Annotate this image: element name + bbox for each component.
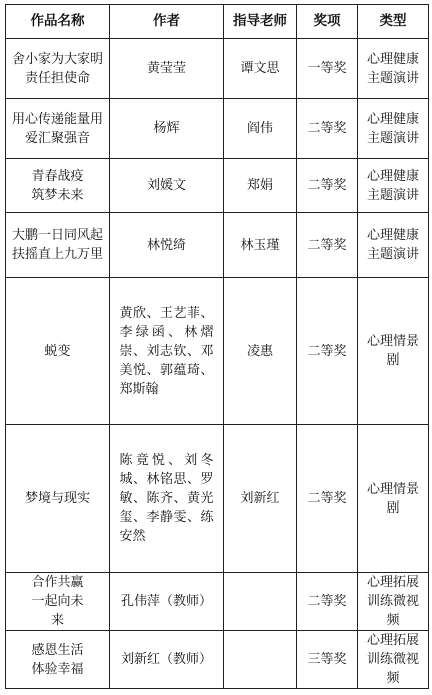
table-row: [6, 99, 429, 159]
cell-author: 刘新红（教师）: [110, 631, 224, 689]
cell-teacher: 谭文思: [224, 39, 297, 99]
cell-author: 林悦绮: [110, 213, 224, 278]
cell-type: 心理拓展训练微视频: [358, 573, 429, 631]
header-author: 作者: [110, 5, 224, 39]
cell-award: 二等奖: [297, 278, 358, 425]
cell-title: 蜕变: [6, 278, 110, 425]
cell-type: 心理健康主题演讲: [358, 39, 429, 99]
cell-award: 二等奖: [297, 99, 358, 159]
cell-author: 杨辉: [110, 99, 224, 159]
table-row: [6, 278, 429, 425]
cell-teacher: 林玉瑾: [224, 213, 297, 278]
cell-title: 用心传递能量用爱汇聚强音: [6, 99, 110, 159]
table-row: [6, 213, 429, 278]
cell-author: 刘媛文: [110, 159, 224, 213]
table-row: [6, 631, 429, 689]
cell-teacher: 阎伟: [224, 99, 297, 159]
header-type: 类型: [358, 5, 429, 39]
cell-award: 二等奖: [297, 573, 358, 631]
table-row: [6, 425, 429, 573]
cell-award: 二等奖: [297, 213, 358, 278]
cell-title: 舍小家为大家明责任担使命: [6, 39, 110, 99]
table-header-row: [6, 5, 429, 39]
cell-teacher: 郑娟: [224, 159, 297, 213]
cell-award: 二等奖: [297, 425, 358, 573]
cell-author: 黄欣、王艺菲、李绿函、林熠崇、刘志钦、邓美悦、郭蕴琦、郑斯翰: [110, 278, 224, 425]
header-teacher: 指导老师: [224, 5, 297, 39]
cell-title: 青春战疫筑梦未来: [6, 159, 110, 213]
cell-author: 黄莹莹: [110, 39, 224, 99]
cell-title: 梦境与现实: [6, 425, 110, 573]
awards-table: [5, 4, 429, 689]
cell-teacher: 凌惠: [224, 278, 297, 425]
cell-award: 三等奖: [297, 631, 358, 689]
cell-title: 大鹏一日同风起扶摇直上九万里: [6, 213, 110, 278]
cell-title: 合作共赢一起向未来: [6, 573, 110, 631]
cell-type: 心理健康主题演讲: [358, 99, 429, 159]
cell-title: 感恩生活体验幸福: [6, 631, 110, 689]
cell-award: 一等奖: [297, 39, 358, 99]
cell-teacher: 刘新红: [224, 425, 297, 573]
cell-type: 心理健康主题演讲: [358, 213, 429, 278]
cell-type: 心理健康主题演讲: [358, 159, 429, 213]
table-row: [6, 573, 429, 631]
cell-author: 孔伟萍（教师）: [110, 573, 224, 631]
cell-type: 心理拓展训练微视频: [358, 631, 429, 689]
table-row: [6, 159, 429, 213]
cell-award: 二等奖: [297, 159, 358, 213]
table-row: [6, 39, 429, 99]
cell-type: 心理情景剧: [358, 425, 429, 573]
cell-teacher: [224, 573, 297, 631]
cell-author: 陈竟悦、刘冬城、林铭思、罗敏、陈齐、黄光玺、李静雯、练安然: [110, 425, 224, 573]
header-award: 奖项: [297, 5, 358, 39]
cell-type: 心理情景剧: [358, 278, 429, 425]
cell-teacher: [224, 631, 297, 689]
header-title: 作品名称: [6, 5, 110, 39]
